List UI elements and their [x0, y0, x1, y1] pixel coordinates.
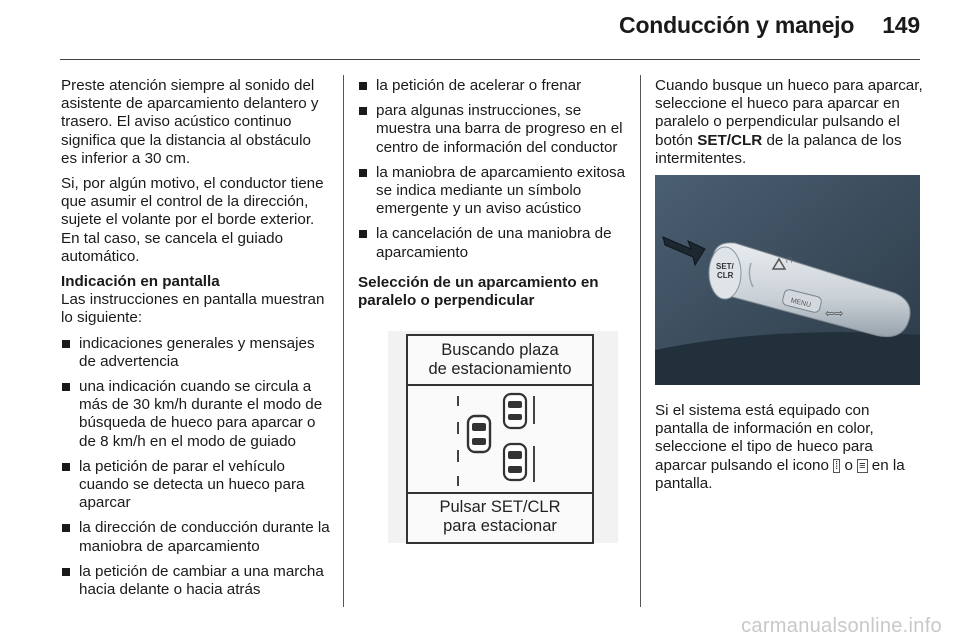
- bullet-square-icon: [62, 383, 70, 391]
- paragraph: Las instrucciones en pantalla muestran lo siguiente:: [61, 291, 325, 327]
- paragraph: Si, por algún motivo, el conductor tiene que asumir el control de la dirección, sujete el volante por el borde exterior. En tal caso, se cancela el guiado automático.: [61, 175, 324, 265]
- button-name-setclr: SET/CLR: [697, 131, 763, 149]
- parking-graphic: [408, 388, 592, 494]
- perpendicular-parking-icon: ≡: [859, 459, 866, 472]
- parking-slots-icon: [408, 388, 592, 492]
- lever-illustration: [655, 175, 920, 385]
- bullet-square-icon: [62, 463, 70, 471]
- list-item: la dirección de conducción durante la maniobra de aparcamiento: [61, 519, 331, 555]
- column-divider-1: [343, 75, 344, 607]
- column-3: [655, 77, 925, 175]
- set-clr-label: SET/: [716, 262, 734, 271]
- section-subheading: Indicación en pantalla: [61, 273, 220, 291]
- paragraph: Cuando busque un hueco para aparcar, seleccione el hueco para aparcar en paralelo o perpendicular pulsando el botón SET/CLR de la palanca de los intermitentes.: [655, 77, 923, 167]
- car-icon: [468, 416, 490, 452]
- parallel-parking-icon: ⁞: [835, 459, 839, 472]
- column-divider-2: [640, 75, 641, 607]
- bullet-list: [358, 77, 626, 262]
- header-rule: [60, 59, 920, 60]
- bullet-square-icon: [359, 230, 367, 238]
- page-number: 149: [882, 12, 920, 38]
- bullet-square-icon: [62, 340, 70, 348]
- column-3-lower: [655, 402, 925, 500]
- bullet-square-icon: [359, 82, 367, 90]
- car-icon: [504, 394, 526, 428]
- svg-text:⇦⇨: ⇦⇨: [825, 308, 844, 320]
- bullet-square-icon: [359, 107, 367, 115]
- display-header-line: Buscando plaza: [441, 341, 559, 359]
- display-footer-line: para estacionar: [443, 517, 557, 535]
- driver-info-display: [406, 334, 594, 544]
- car-icon: [504, 444, 526, 480]
- watermark: carmanualsonline.info: [741, 615, 942, 637]
- list-item: la maniobra de aparcamiento exitosa se indica mediante un símbolo emergente y un aviso acústico: [358, 164, 626, 219]
- turn-signal-lever-photo: [655, 175, 920, 385]
- bullet-square-icon: [359, 169, 367, 177]
- list-item: la cancelación de una maniobra de aparcamiento: [358, 225, 626, 261]
- bullet-list: [61, 335, 331, 600]
- page-header: [619, 12, 920, 39]
- column-1: [61, 77, 331, 606]
- list-item: una indicación cuando se circula a más de 30 km/h durante el modo de búsqueda de hueco para aparcar o de 8 km/h en el modo de guiado: [61, 378, 331, 451]
- list-item: la petición de acelerar o frenar: [358, 77, 626, 95]
- display-header-line: de estacionamiento: [428, 360, 572, 378]
- list-item: para algunas instrucciones, se muestra una barra de progreso en el centro de información del conductor: [358, 102, 626, 157]
- section-heading: Selección de un aparcamiento en paralelo o perpendicular: [358, 273, 599, 310]
- list-item: indicaciones generales y mensajes de advertencia: [61, 335, 331, 371]
- display-header: [408, 336, 592, 386]
- display-footer-line: Pulsar SET/CLR: [439, 498, 561, 516]
- display-footer: [408, 494, 592, 542]
- paragraph: Preste atención siempre al sonido del asistente de aparcamiento delantero y trasero. El aviso acústico continuo significa que la distancia al obstáculo es inferior a 30 cm.: [61, 77, 319, 167]
- menu-label: MENU: [789, 297, 812, 310]
- bullet-square-icon: [62, 568, 70, 576]
- bullet-square-icon: [62, 524, 70, 532]
- list-item: la petición de cambiar a una marcha hacia delante o hacia atrás: [61, 563, 331, 599]
- column-2: [358, 77, 626, 310]
- paragraph: Si el sistema está equipado con pantalla de información en color, seleccione el tipo de hueco para aparcar pulsando el icono ⁞ o ≡ en la pantalla.: [655, 402, 905, 492]
- page-header-title: Conducción y manejo: [619, 12, 855, 38]
- parking-display-figure: [388, 331, 618, 543]
- set-clr-label: CLR: [717, 271, 734, 280]
- svg-text:∩: ∩: [785, 252, 794, 266]
- list-item: la petición de parar el vehículo cuando se detecta un hueco para aparcar: [61, 458, 331, 513]
